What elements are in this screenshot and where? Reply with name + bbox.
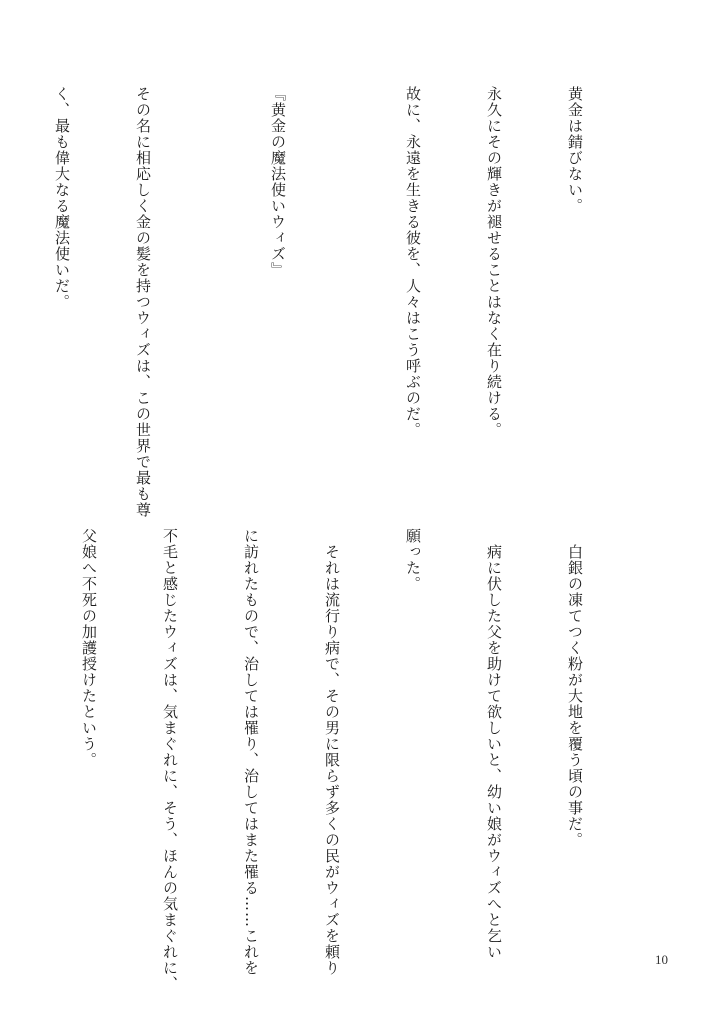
text-line: 白銀の凍てつく粉が大地を覆う頃の事だ。 <box>566 528 584 848</box>
text-line: 永久にその輝きが褪せることはなく在り続ける。 <box>485 86 503 438</box>
text-line: その名に相応しく金の髪を持つウィズは、この世界で最も尊 <box>134 86 152 518</box>
page-number: 10 <box>655 952 668 967</box>
text-line: に訪れたもので、治しては罹り、治してはまた罹る……これを <box>242 528 260 976</box>
text-line: 願った。 <box>404 528 422 592</box>
chapter-title: 『黄金の魔法使いウィズ』 <box>269 86 287 278</box>
text-line: 父娘へ不死の加護授けたという。 <box>80 528 98 768</box>
text-line: く、最も偉大なる魔法使いだ。 <box>53 86 71 310</box>
text-line: 故に、永遠を生きる彼を、人々はこう呼ぶのだ。 <box>404 86 422 438</box>
text-line: 黄金は錆びない。 <box>566 86 584 214</box>
text-line: それは流行り病で、その男に限らず多くの民がウィズを頼り <box>323 528 341 976</box>
text-line: 病に伏した父を助けて欲しいと、幼い娘がウィズへと乞い <box>485 528 503 960</box>
upper-text-block <box>53 86 642 518</box>
lower-text-block <box>80 528 642 992</box>
text-line: 不毛と感じたウィズは、気まぐれに、そう、ほんの気まぐれに、 <box>161 528 179 992</box>
